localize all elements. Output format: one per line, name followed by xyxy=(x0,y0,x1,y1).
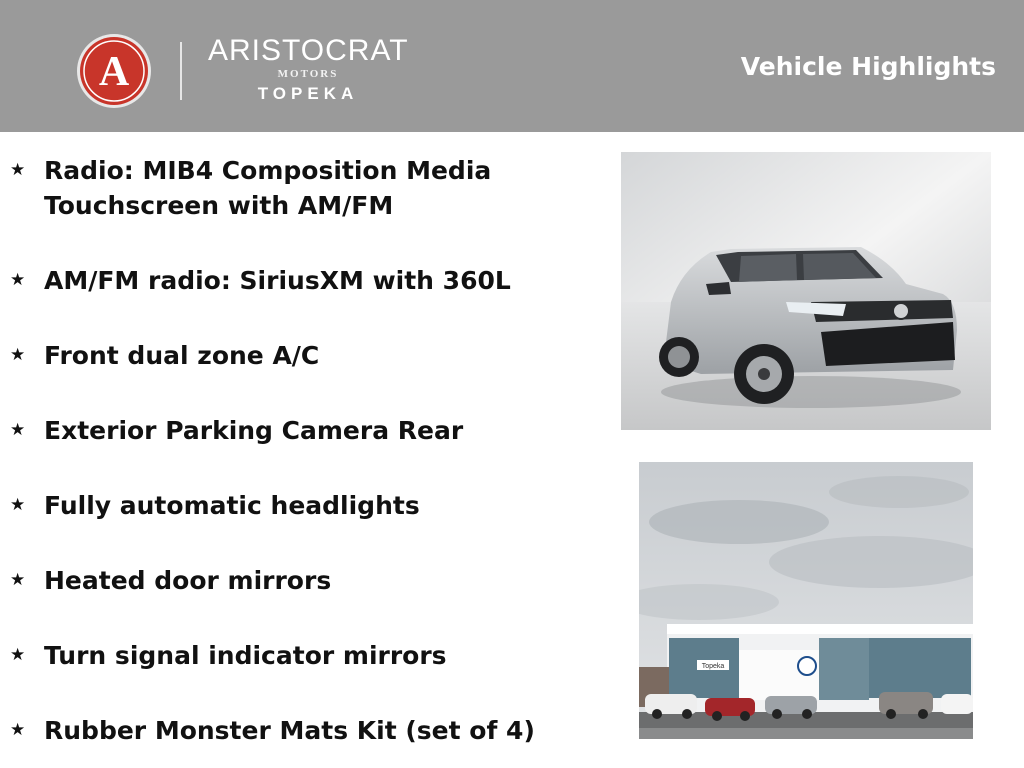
brand-subtitle: MOTORS xyxy=(277,68,339,80)
feature-text: Rubber Monster Mats Kit (set of 4) xyxy=(44,716,535,745)
star-icon: ★ xyxy=(10,495,26,515)
dealership-photo xyxy=(639,462,973,739)
brand-name: ARISTOCRAT xyxy=(208,34,409,67)
page-title: Vehicle Highlights xyxy=(740,52,996,81)
feature-text: Fully automatic headlights xyxy=(44,491,420,520)
feature-text: Front dual zone A/C xyxy=(44,341,320,370)
star-icon: ★ xyxy=(10,645,26,665)
feature-text: Turn signal indicator mirrors xyxy=(44,641,447,670)
star-icon: ★ xyxy=(10,420,26,440)
star-icon: ★ xyxy=(10,270,26,290)
brand-city: TOPEKA xyxy=(257,84,359,103)
feature-text: Heated door mirrors xyxy=(44,566,332,595)
svg-text:Topeka: Topeka xyxy=(701,663,725,670)
feature-text: Exterior Parking Camera Rear xyxy=(44,416,464,445)
vehicle-photo xyxy=(621,152,991,430)
star-icon: ★ xyxy=(10,160,26,180)
star-icon: ★ xyxy=(10,570,26,590)
star-icon: ★ xyxy=(10,345,26,365)
feature-text: Radio: MIB4 Composition Media Touchscreen with AM/FM xyxy=(44,156,492,220)
feature-text: AM/FM radio: SiriusXM with 360L xyxy=(44,266,511,295)
svg-text:A: A xyxy=(98,49,130,95)
star-icon: ★ xyxy=(10,720,26,740)
